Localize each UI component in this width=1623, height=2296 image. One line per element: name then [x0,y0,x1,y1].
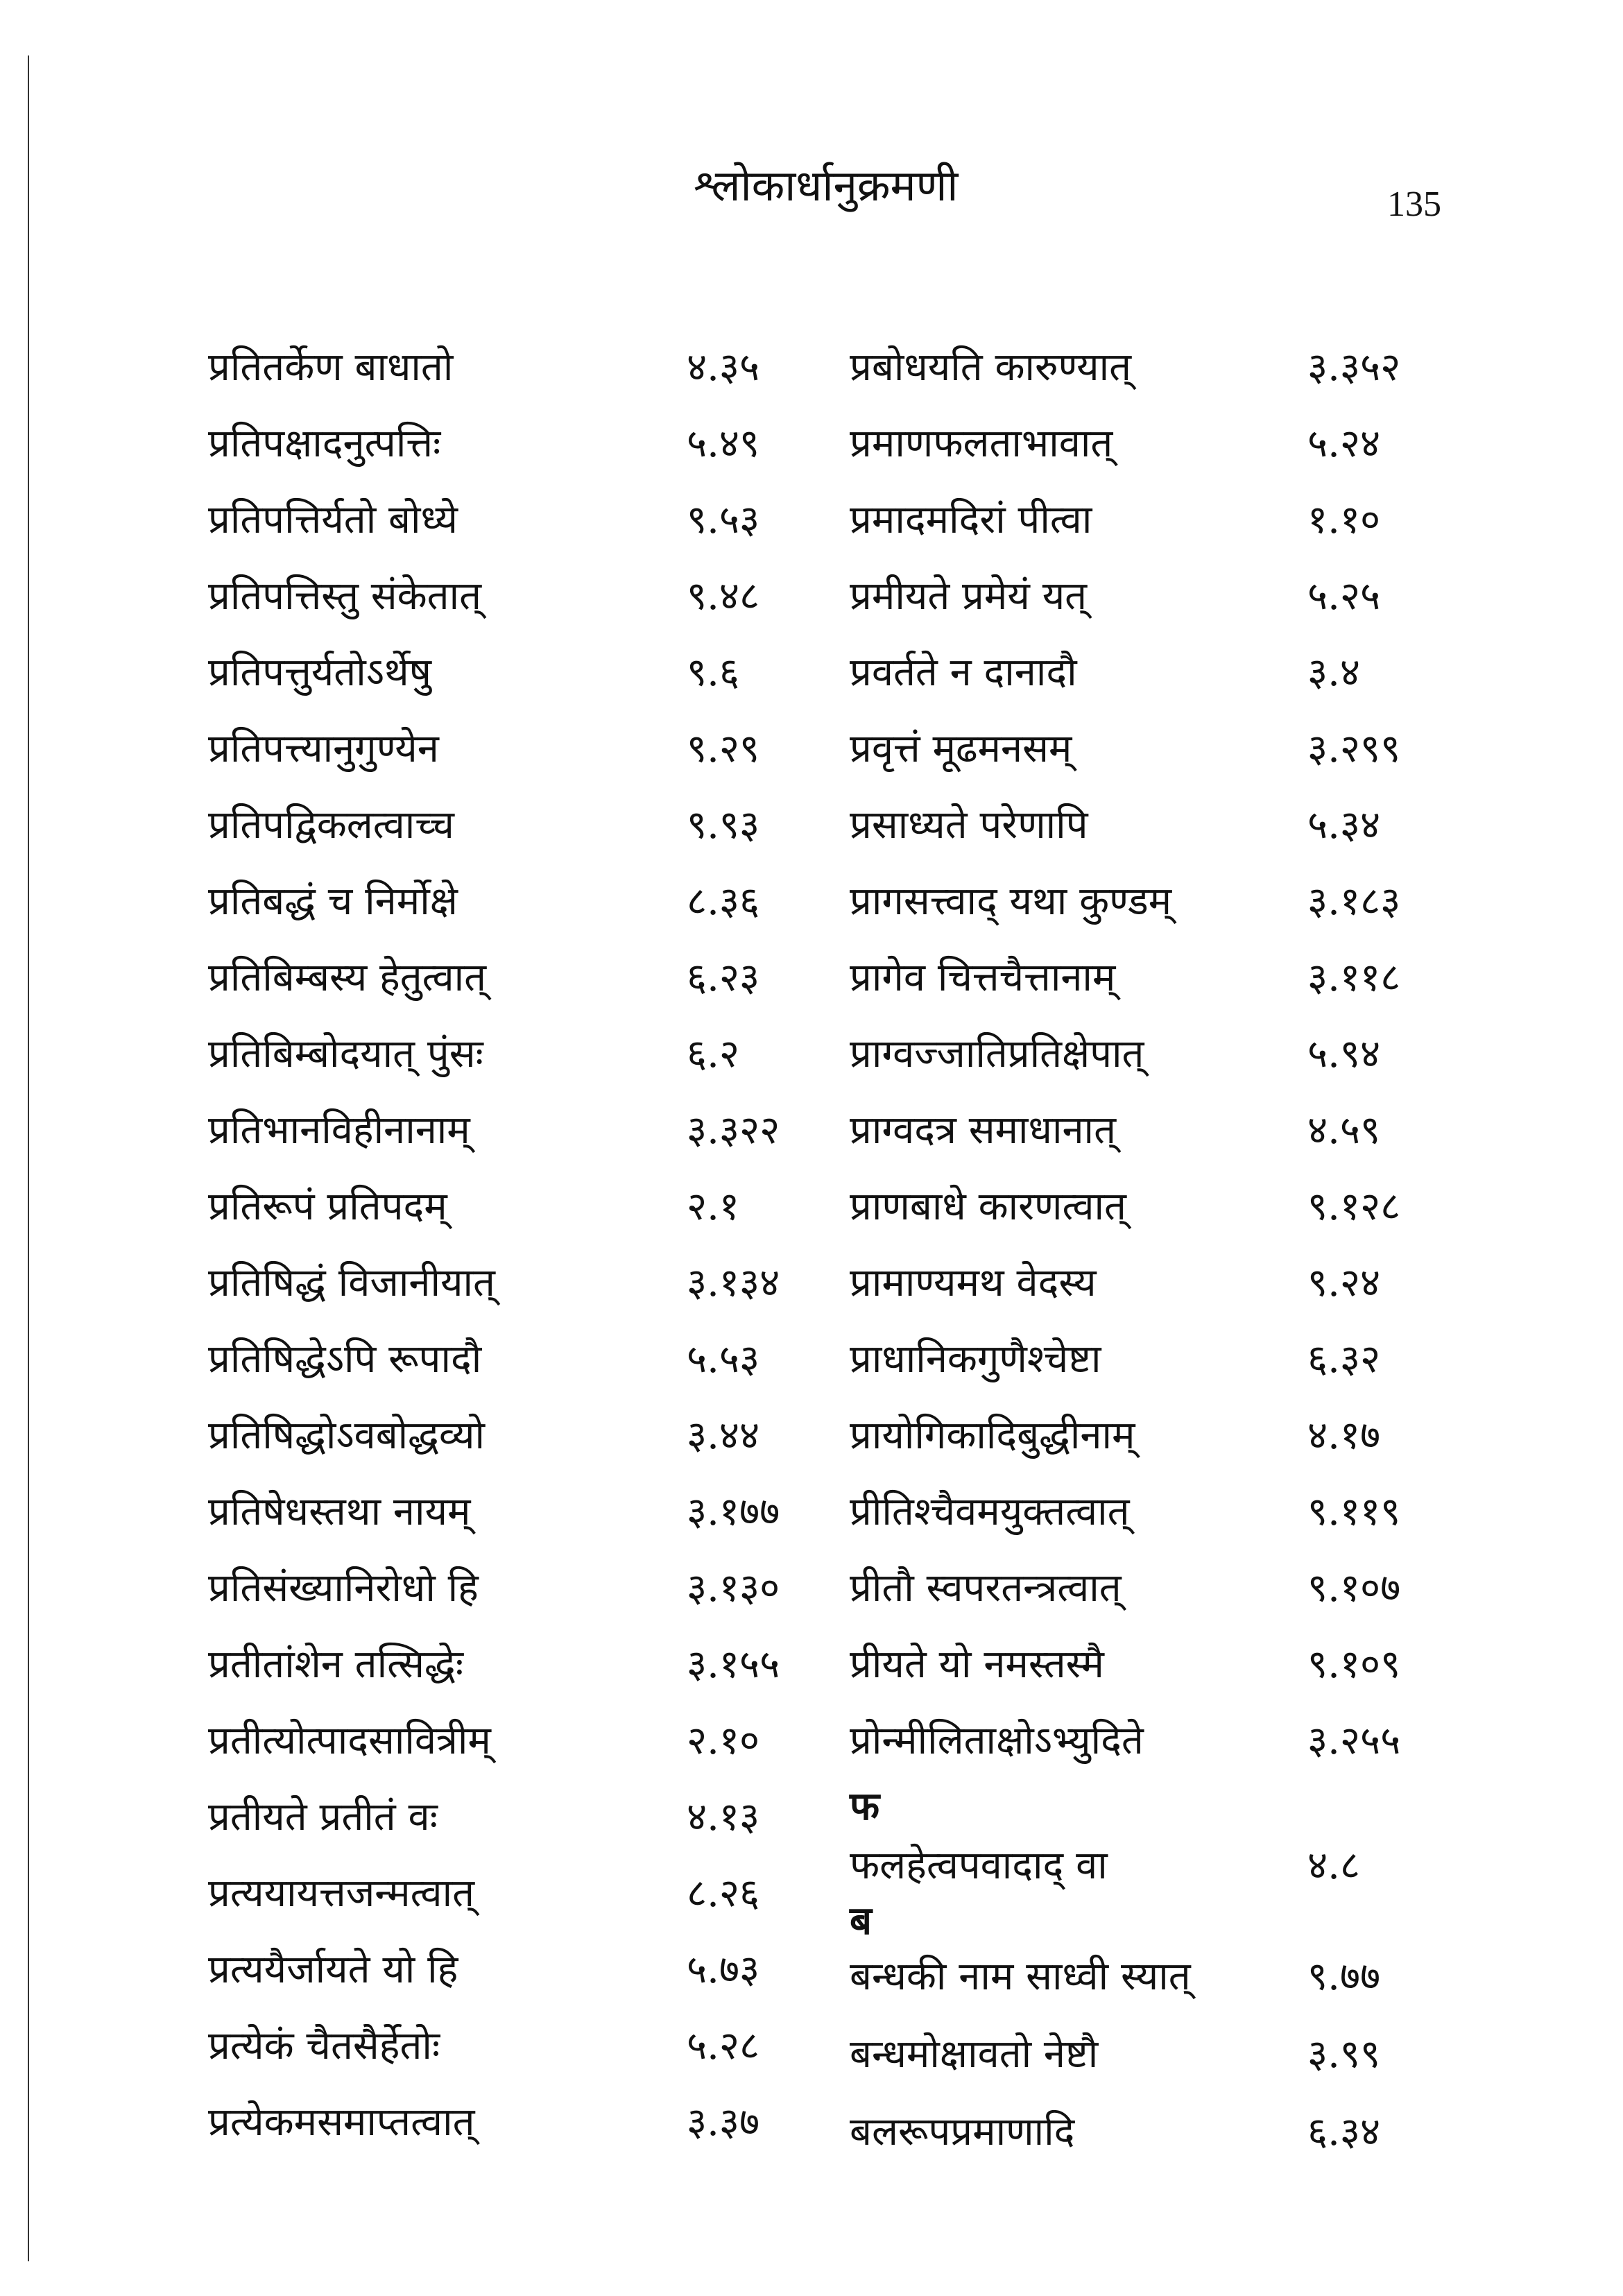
verse-text: प्रतिसंख्यानिरोधो हि [208,1566,479,1611]
verse-reference: ५.२५ [1307,574,1381,619]
verse-text: प्रतिभानविहीनानाम् [208,1108,470,1153]
verse-text: प्रीतिश्चैवमयुक्तत्वात् [850,1489,1130,1534]
verse-text: प्रतिबिम्बोदयात् पुंसः [208,1031,483,1077]
index-entry [850,711,1453,787]
index-entry [850,1949,1453,2005]
verse-reference: ९.२४ [1307,1260,1381,1305]
index-entry [208,1932,825,2008]
verse-reference: ५.२८ [687,2023,760,2068]
verse-reference: ८.३६ [687,879,760,924]
verse-reference: ५.४९ [687,421,760,466]
verse-reference: ३.२९९ [1307,726,1401,771]
verse-text: बन्धकी नाम साध्वी स्यात् [850,1954,1191,1999]
verse-reference: ३.२५५ [1307,1718,1401,1763]
index-entry [850,940,1453,1016]
index-entry [208,1169,825,1245]
verse-reference: ३.१३० [687,1566,780,1611]
verse-text: प्रतिषेधस्तथा नायम् [208,1489,471,1534]
verse-reference: ३.१७७ [687,1489,780,1534]
verse-text: प्रतिषिद्धोऽवबोद्धव्यो [208,1413,486,1458]
verse-text: प्रतिपत्तुर्यतोऽर्थेषु [208,650,431,695]
verse-reference: ५.३४ [1307,803,1381,848]
verse-reference: २.१० [687,1718,760,1763]
verse-reference: ४.१३ [687,1794,760,1840]
verse-text: प्रत्येकमसमाप्तत्वात् [208,2100,475,2145]
index-entry [208,635,825,711]
verse-reference: २.१ [687,1184,740,1229]
index-column-right [850,329,1453,1779]
index-entry [208,2008,825,2084]
index-entry [208,406,825,482]
index-entry [850,1245,1453,1321]
verse-text: प्राग्वज्जातिप्रतिक्षेपात् [850,1031,1144,1077]
verse-text: प्रवृत्तं मूढमनसम् [850,726,1072,771]
verse-reference: ४.३५ [687,345,760,390]
verse-reference: ५.२४ [1307,421,1381,466]
section-heading-pha: फ [850,1784,880,1829]
verse-reference: ९.२९ [687,726,760,771]
verse-text: प्रतीतांशेन तत्सिद्धेः [208,1642,464,1687]
verse-reference: ३.१८३ [1307,879,1401,924]
verse-reference: ३.११८ [1307,955,1401,1000]
index-entry [850,558,1453,635]
verse-reference: ३.३७ [687,2100,760,2145]
verse-text: प्रतीत्योत्पादसावित्रीम् [208,1718,491,1763]
index-entry [850,1398,1453,1474]
verse-reference: ४.५९ [1307,1108,1381,1153]
verse-text: बलरूपप्रमाणादि [850,2109,1075,2154]
verse-text: प्रत्ययायत्तजन्मत्वात् [208,1871,474,1916]
index-entry [208,1093,825,1169]
verse-reference: ६.३२ [1307,1337,1381,1382]
index-entry [850,1321,1453,1398]
verse-text: प्रोन्मीलिताक्षोऽभ्युदिते [850,1718,1144,1763]
verse-reference: ६.३४ [1307,2109,1381,2154]
verse-reference: ३.१५५ [687,1642,780,1687]
verse-reference: ९.११९ [1307,1489,1401,1534]
verse-text: प्रतिपत्त्यानुगुण्येन [208,726,439,771]
verse-reference: ३.४ [1307,650,1361,695]
page-number: 135 [1387,185,1441,224]
verse-text: प्रमादमदिरां पीत्वा [850,497,1092,542]
verse-text: प्रत्येकं चैतसैर्हेतोः [208,2023,440,2068]
verse-reference: ९.९३ [687,803,760,848]
verse-text: प्रवर्तते न दानादौ [850,650,1077,695]
index-entry [208,329,825,406]
index-entry [208,1245,825,1321]
index-entry [208,1474,825,1550]
index-entry [208,1627,825,1703]
index-entry [850,406,1453,482]
verse-text: प्रागसत्त्वाद् यथा कुण्डम् [850,879,1172,924]
verse-reference: ३.९९ [1307,2032,1381,2077]
index-entry [850,1703,1453,1779]
index-entry [208,1779,825,1856]
verse-text: प्रीतौ स्वपरतन्त्रत्वात् [850,1566,1122,1611]
verse-reference: ९.७७ [1307,1954,1381,1999]
index-entry [208,1321,825,1398]
verse-reference: ९.१०७ [1307,1566,1401,1611]
index-entry [208,1856,825,1932]
index-entry [208,940,825,1016]
index-entry [850,2105,1453,2160]
index-entry [208,558,825,635]
verse-reference: ९.५३ [687,497,760,542]
index-entry [850,1474,1453,1550]
index-entry [208,711,825,787]
verse-reference: ३.१३४ [687,1260,780,1305]
verse-text: प्राधानिकगुणैश्चेष्टा [850,1337,1101,1382]
verse-text: प्रतितर्केण बाधातो [208,345,454,390]
verse-text: बन्धमोक्षावतो नेष्टौ [850,2032,1099,2077]
verse-reference: ५.७३ [687,1947,760,1992]
index-entry [208,787,825,864]
page-title: श्लोकार्धानुक्रमणी [694,160,959,211]
verse-text: प्रतिबिम्बस्य हेतुत्वात् [208,955,487,1000]
verse-text: प्रतिपक्षादनुत्पत्तिः [208,421,441,466]
verse-text: प्रतिपत्तिर्यतो बोध्ये [208,497,458,542]
verse-text: प्राणबाधे कारणत्वात् [850,1184,1126,1229]
verse-text: प्रतिपत्तिस्तु संकेतात् [208,574,482,619]
verse-text: प्रतीयते प्रतीतं वः [208,1794,438,1840]
index-entry [850,1627,1453,1703]
index-entry [208,1703,825,1779]
index-entry [208,1016,825,1093]
verse-reference: ५.५३ [687,1337,760,1382]
index-entry [850,1838,1453,1894]
verse-reference: ५.९४ [1307,1031,1381,1077]
verse-reference: ९.६ [687,650,740,695]
verse-text: प्रसाध्यते परेणापि [850,803,1088,848]
index-entry [208,864,825,940]
verse-text: प्रागेव चित्तचैत्तानाम् [850,955,1116,1000]
verse-reference: ९.१०९ [1307,1642,1401,1687]
verse-text: प्रतिरूपं प्रतिपदम् [208,1184,447,1229]
index-entry [208,2084,825,2161]
verse-text: प्रमीयते प्रमेयं यत् [850,574,1088,619]
index-entry [850,1169,1453,1245]
index-entry [208,1398,825,1474]
index-column-left [208,329,825,2161]
verse-reference: ३.३२२ [687,1108,780,1153]
verse-text: फलहेत्वपवादाद् वा [850,1843,1108,1888]
index-entry [850,864,1453,940]
verse-text: प्रीयते यो नमस्तस्मै [850,1642,1104,1687]
verse-text: प्रत्ययैर्जायते यो हि [208,1947,458,1992]
verse-reference: १.१० [1307,497,1381,542]
index-entry [208,1550,825,1627]
verse-reference: ३.४४ [687,1413,760,1458]
verse-reference: ६.२ [687,1031,740,1077]
index-entry [208,482,825,558]
index-entry [850,2027,1453,2082]
section-heading-ba: ब [850,1899,872,1944]
index-entry [850,787,1453,864]
verse-text: प्रतिबद्धं च निर्मोक्षे [208,879,458,924]
verse-text: प्रबोधयति कारुण्यात् [850,345,1131,390]
verse-text: प्रामाण्यमथ वेदस्य [850,1260,1097,1305]
index-entry [850,1550,1453,1627]
index-entry [850,482,1453,558]
verse-text: प्रायोगिकादिबुद्धीनाम् [850,1413,1135,1458]
verse-reference: ९.४८ [687,574,760,619]
index-entry [850,329,1453,406]
verse-reference: ४.१७ [1307,1413,1381,1458]
index-entry [850,1016,1453,1093]
index-entry [850,635,1453,711]
verse-text: प्रतिपद्विकलत्वाच्च [208,803,454,848]
verse-reference: ८.२६ [687,1871,760,1916]
verse-text: प्रतिषिद्धं विजानीयात् [208,1260,495,1305]
verse-reference: ३.३५२ [1307,345,1401,390]
verse-reference: ४.८ [1307,1843,1361,1888]
verse-reference: ९.१२८ [1307,1184,1401,1229]
verse-text: प्रतिषिद्धेऽपि रूपादौ [208,1337,482,1382]
index-entry [850,1093,1453,1169]
verse-text: प्राग्वदत्र समाधानात् [850,1108,1116,1153]
verse-reference: ६.२३ [687,955,760,1000]
verse-text: प्रमाणफलताभावात् [850,421,1113,466]
page-edge-rule [28,55,29,2261]
